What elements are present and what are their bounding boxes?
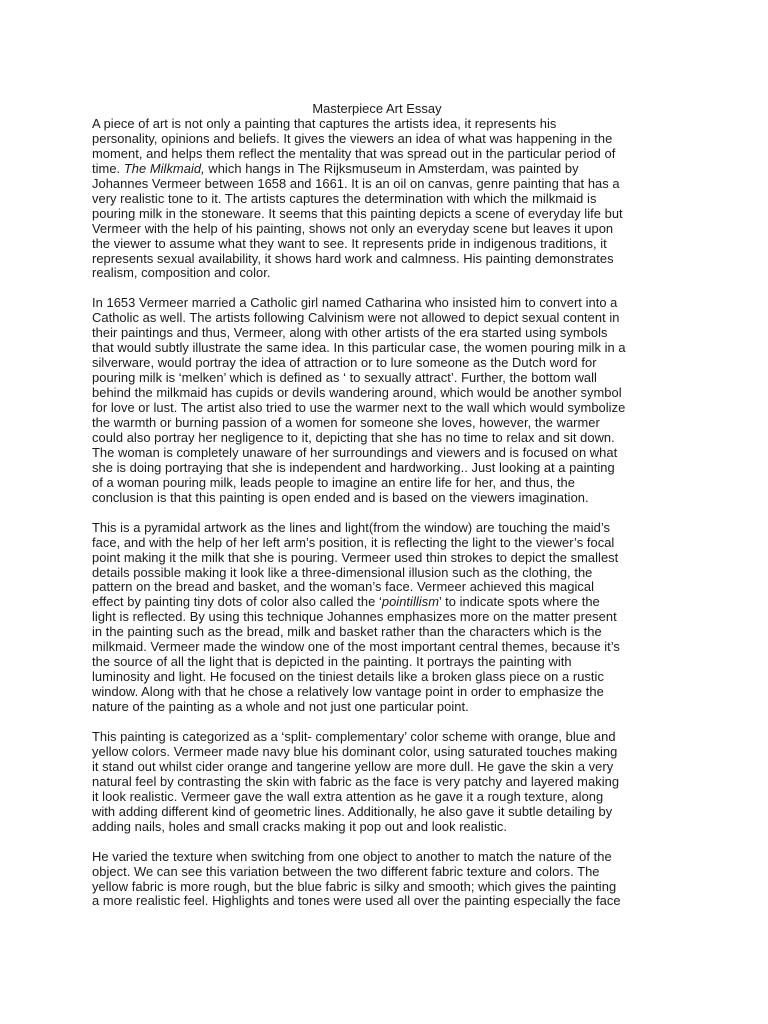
text-line: of a woman pouring milk, leads people to imagine an entire life for her, and thus, the xyxy=(92,474,575,490)
text-line xyxy=(92,595,662,610)
text-line: This painting is categorized as a ‘split- complementary’ color scheme with orange, blue and xyxy=(92,728,616,744)
essay-body xyxy=(92,117,662,909)
italic-text: The Milkmaid, xyxy=(123,160,205,176)
paragraph-1 xyxy=(92,117,662,281)
text-segment: effect by painting tiny dots of color also called the ‘ xyxy=(92,594,382,610)
text-line: yellow fabric is more rough, but the blue fabric is silky and smooth; which gives the painting xyxy=(92,878,617,894)
text-line: their paintings and thus, Vermeer, along with other artists of the era started using symbols xyxy=(92,325,608,341)
text-line: details possible making it look like a three-dimensional illusion such as the clothing, the xyxy=(92,564,593,580)
text-line: it stand out whilst cider orange and tangerine yellow are more dull. He gave the skin a very xyxy=(92,758,614,774)
paragraph-3 xyxy=(92,521,662,715)
text-line: This is a pyramidal artwork as the lines and light(from the window) are touching the maid’s xyxy=(92,519,611,535)
text-line: the viewer to assume what they want to see. It represents pride in indigenous traditions, it xyxy=(92,235,607,251)
text-line: In 1653 Vermeer married a Catholic girl named Catharina who insisted him to convert into a xyxy=(92,295,618,311)
text-line: The woman is completely unaware of her surroundings and viewers and is focused on what xyxy=(92,444,618,460)
essay-title: Masterpiece Art Essay xyxy=(312,101,442,116)
text-line: a more realistic feel. Highlights and tones were used all over the painting especially the face xyxy=(92,893,621,909)
text-line: light is reflected. By using this technique Johannes emphasizes more on the matter present xyxy=(92,609,617,625)
text-line: it look realistic. Vermeer gave the wall extra attention as he gave it a rough texture, along xyxy=(92,788,604,804)
text-line: adding nails, holes and small cracks making it pop out and look realistic. xyxy=(92,818,507,834)
text-line: point making it the milk that she is pouring. Vermeer used thin strokes to depict the smallest xyxy=(92,549,619,565)
text-line: Johannes Vermeer between 1658 and 1661. It is an oil on canvas, genre painting that has a xyxy=(92,175,620,191)
essay-document xyxy=(92,102,662,909)
paragraph-2 xyxy=(92,296,662,505)
text-line: the source of all the light that is depicted in the painting. It portrays the painting with xyxy=(92,654,572,670)
text-line: yellow colors. Vermeer made navy blue his dominant color, using saturated touches making xyxy=(92,743,618,759)
text-line: pouring milk in the stoneware. It seems that this painting depicts a scene of everyday life but xyxy=(92,205,623,221)
text-segment: time. xyxy=(92,160,124,176)
text-line: milkmaid. Vermeer made the window one of the most important central themes, because it’s xyxy=(92,639,620,655)
text-line: could also portray her negligence to it, depicting that she has no time to relax and sit down. xyxy=(92,429,615,445)
text-line: realism, composition and color. xyxy=(92,265,271,281)
text-line: she is doing portraying that she is independent and hardworking.. Just looking at a painting xyxy=(92,459,615,475)
text-line: for love or lust. The artist also tried to use the warmer next to the wall which would symbolize xyxy=(92,400,626,416)
text-line: nature of the painting as a whole and not just one particular point. xyxy=(92,699,469,715)
paragraph-5 xyxy=(92,850,662,910)
text-line: the warmth or burning passion of a women for someone she loves, however, the warmer xyxy=(92,415,600,430)
italic-text: pointillism xyxy=(381,594,440,610)
text-line: represents sexual availability, it shows hard work and calmness. His painting demonstrates xyxy=(92,250,614,266)
text-line: pouring milk is ‘melken’ which is defined as ‘ to sexually attract’. Further, the bottom wall xyxy=(92,370,597,386)
text-line: conclusion is that this painting is open ended and is based on the viewers imagination. xyxy=(92,489,589,505)
text-line: with adding different kind of geometric lines. Additionally, he also gave it subtle detailing by xyxy=(92,803,613,819)
text-line: moment, and helps them reflect the mentality that was spread out in the particular period of xyxy=(92,145,616,161)
text-line: luminosity and light. He focused on the tiniest details like a broken glass piece on a rustic xyxy=(92,669,604,685)
text-line: personality, opinions and beliefs. It gives the viewers an idea of what was happening in the xyxy=(92,130,613,146)
text-segment: ’ to indicate spots where the xyxy=(439,594,600,610)
text-line: face, and with the help of her left arm’s position, it is reflecting the light to the viewer’s focal xyxy=(92,534,615,550)
paragraph-4 xyxy=(92,730,662,835)
text-line: behind the milkmaid has cupids or devils wandering around, which would be another symbol xyxy=(92,385,622,401)
text-line: very realistic tone to it. The artists captures the determination with which the milkmaid is xyxy=(92,190,597,206)
text-line: He varied the texture when switching from one object to another to match the nature of the xyxy=(92,848,612,864)
text-line: silverware, would portray the idea of attraction or to lure someone as the Dutch word for xyxy=(92,355,597,371)
text-line: that would subtly illustrate the same idea. In this particular case, the women pouring milk in a xyxy=(92,340,626,356)
text-line: Catholic as well. The artists following Calvinism were not allowed to depict sexual content in xyxy=(92,310,620,326)
text-line: A piece of art is not only a painting that captures the artists idea, it represents his xyxy=(92,115,557,131)
text-line: natural feel by contrasting the skin with fabric as the face is very patchy and layered making xyxy=(92,773,620,789)
text-line xyxy=(92,162,662,177)
text-segment: which hangs in The Rijksmuseum in Amsterdam, was painted by xyxy=(204,160,579,176)
text-line: object. We can see this variation between the two different fabric texture and colors. The xyxy=(92,863,600,879)
text-line: window. Along with that he chose a relatively low vantage point in order to emphasize the xyxy=(92,684,604,700)
text-line: pattern on the bread and basket, and the woman’s face. Vermeer achieved this magical xyxy=(92,579,594,595)
text-line: in the painting such as the bread, milk and basket rather than the characters which is the xyxy=(92,624,602,640)
text-line: Vermeer with the help of his painting, shows not only an everyday scene but leaves it upon xyxy=(92,220,614,236)
